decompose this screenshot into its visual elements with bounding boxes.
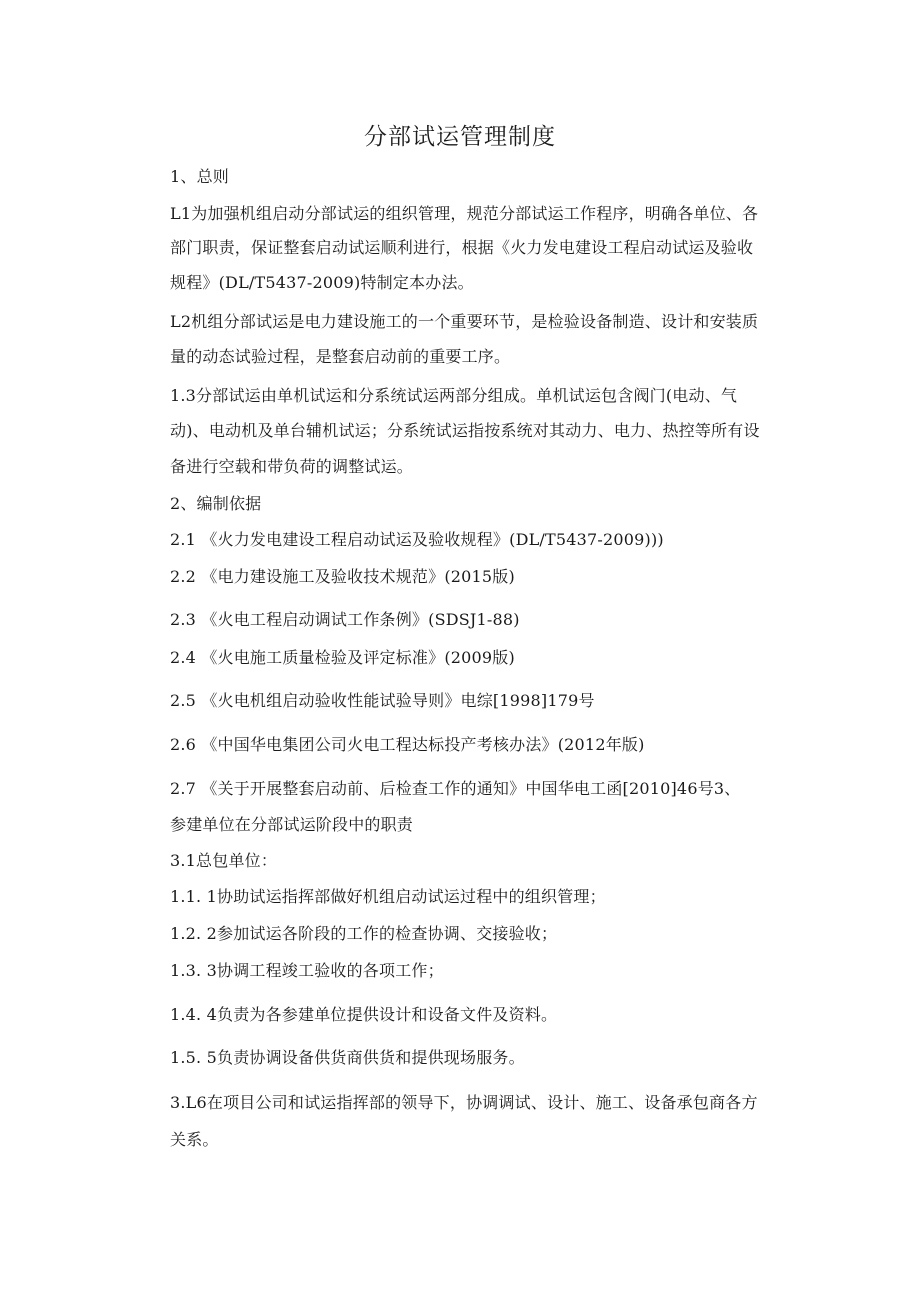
section-heading-general: 1、总则 [170, 167, 229, 186]
list-item: 1.1. 1协助试运指挥部做好机组启动试运过程中的组织管理； [170, 887, 606, 906]
paragraph-line: 动)、电动机及单台辅机试运；分系统试运指按系统对其动力、电力、热控等所有设 [170, 421, 760, 440]
paragraph-line: 部门职责，保证整套启动试运顺利进行，根据《火力发电建设工程启动试运及验收 [170, 238, 754, 257]
paragraph-line: 备进行空载和带负荷的调整试运。 [170, 457, 414, 476]
list-item: 1.3. 3协调工程竣工验收的各项工作； [170, 961, 444, 980]
list-item: 1.2. 2参加试运各阶段的工作的检查协调、交接验收； [170, 924, 558, 943]
paragraph-line: L1为加强机组启动分部试运的组织管理，规范分部试运工作程序，明确各单位、各 [170, 204, 759, 223]
page-title: 分部试运管理制度 [364, 124, 556, 150]
list-item: 1.5. 5负责协调设备供货商供货和提供现场服务。 [170, 1048, 525, 1067]
paragraph-line: 量的动态试验过程，是整套启动前的重要工序。 [170, 347, 511, 366]
list-item: 2.6 《中国华电集团公司火电工程达标投产考核办法》(2012年版) [170, 735, 645, 754]
paragraph-line: L2机组分部试运是电力建设施工的一个重要环节，是检验设备制造、设计和安装质 [170, 312, 759, 331]
list-item: 2.2 《电力建设施工及验收技术规范》(2015版) [170, 567, 515, 586]
section-heading-basis: 2、编制依据 [170, 494, 262, 513]
list-item: 1.4. 4负责为各参建单位提供设计和设备文件及资料。 [170, 1005, 558, 1024]
paragraph-line: 3.L6在项目公司和试运指挥部的领导下，协调调试、设计、施工、设备承包商各方 [170, 1093, 758, 1112]
paragraph-line: 关系。 [170, 1130, 219, 1149]
list-item: 2.3 《火电工程启动调试工作条例》(SDSJ1-88) [170, 610, 520, 629]
subsection-heading: 3.1总包单位： [170, 851, 278, 870]
paragraph-line: 规程》(DL/T5437-2009)特制定本办法。 [170, 273, 474, 292]
section-heading-responsibilities: 参建单位在分部试运阶段中的职责 [170, 815, 414, 834]
list-item: 2.5 《火电机组启动验收性能试验导则》电综[1998]179号 [170, 691, 595, 710]
list-item: 2.4 《火电施工质量检验及评定标准》(2009版) [170, 648, 515, 667]
paragraph-line: 1.3分部试运由单机试运和分系统试运两部分组成。单机试运包含阀门(电动、气 [170, 386, 738, 405]
list-item: 2.7 《关于开展整套启动前、后检查工作的通知》中国华电工函[2010]46号3、 [170, 779, 741, 798]
list-item: 2.1 《火力发电建设工程启动试运及验收规程》(DL/T5437-2009))) [170, 530, 664, 549]
